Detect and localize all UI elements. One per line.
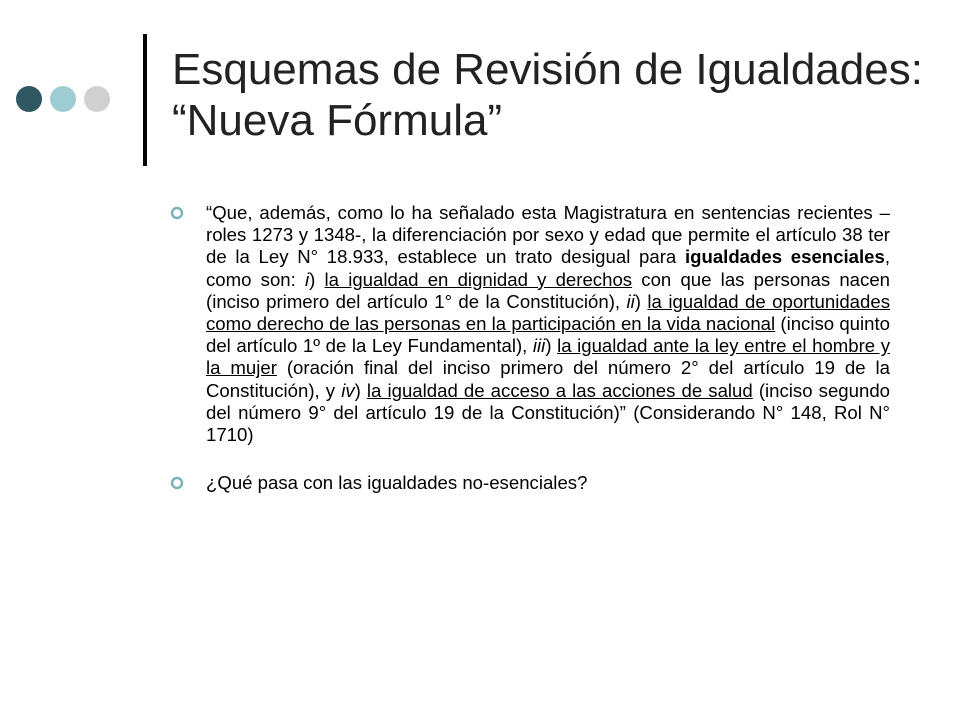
slide-title: Esquemas de Revisión de Igualdades: “Nueva Fórmula” <box>172 45 923 146</box>
title-divider-bar <box>143 34 147 166</box>
ring-bullet-icon <box>170 476 184 490</box>
bullet-item-question <box>170 472 890 494</box>
decorative-dots <box>16 86 110 112</box>
ring-bullet-icon <box>170 206 184 220</box>
gray-dot <box>84 86 110 112</box>
underlined-phrase-3: la igualdad ante la ley entre el hombre y la mujer <box>206 335 891 379</box>
underlined-phrase-1: la igualdad en dignidad y derechos <box>324 268 633 290</box>
dark-teal-dot <box>16 86 42 112</box>
underlined-phrase-4: la igualdad de acceso a las acciones de salud <box>366 379 753 401</box>
bold-phrase: igualdades esenciales <box>684 246 885 268</box>
roman-numeral-i: i <box>305 268 310 290</box>
underlined-phrase-2: la igualdad de oportunidades como derecho de las personas en la participación en la vida nacional <box>206 290 891 335</box>
quote-text: “Que, además, como lo ha señalado esta Magistratura en sentencias recientes –roles 1273 y 1348-, la diferenciación por sexo y edad que permite el artículo 38 ter de la Ley N° 18.933, establece un trato desigual para igualdades esenciales, como son: i) la igualdad en dignidad y derechos con que las personas nacen (inciso primero del artículo 1° de la Constitución), ii) la igualdad de oportunidades como derecho de las personas en la participación en la vida nacional (inciso quinto del artículo 1º de la Ley Fundamental), iii) la igualdad ante la ley entre el hombre y la mujer (oración final del inciso primero del número 2° del artículo 19 de la Constitución), y iv) la igualdad de acceso a las acciones de salud (inciso segundo del número 9° del artículo 19 de la Constitución)” (Considerando N° 148, Rol N° 1710) <box>206 202 891 446</box>
bullet-item-quote <box>170 202 890 446</box>
roman-numeral-iii: iii <box>532 335 546 357</box>
light-teal-dot <box>50 86 76 112</box>
bullet-list <box>170 202 890 494</box>
roman-numeral-ii: ii <box>626 290 635 312</box>
roman-numeral-iv: iv <box>341 379 355 401</box>
question-text: ¿Qué pasa con las igualdades no-esenciales? <box>206 472 588 494</box>
